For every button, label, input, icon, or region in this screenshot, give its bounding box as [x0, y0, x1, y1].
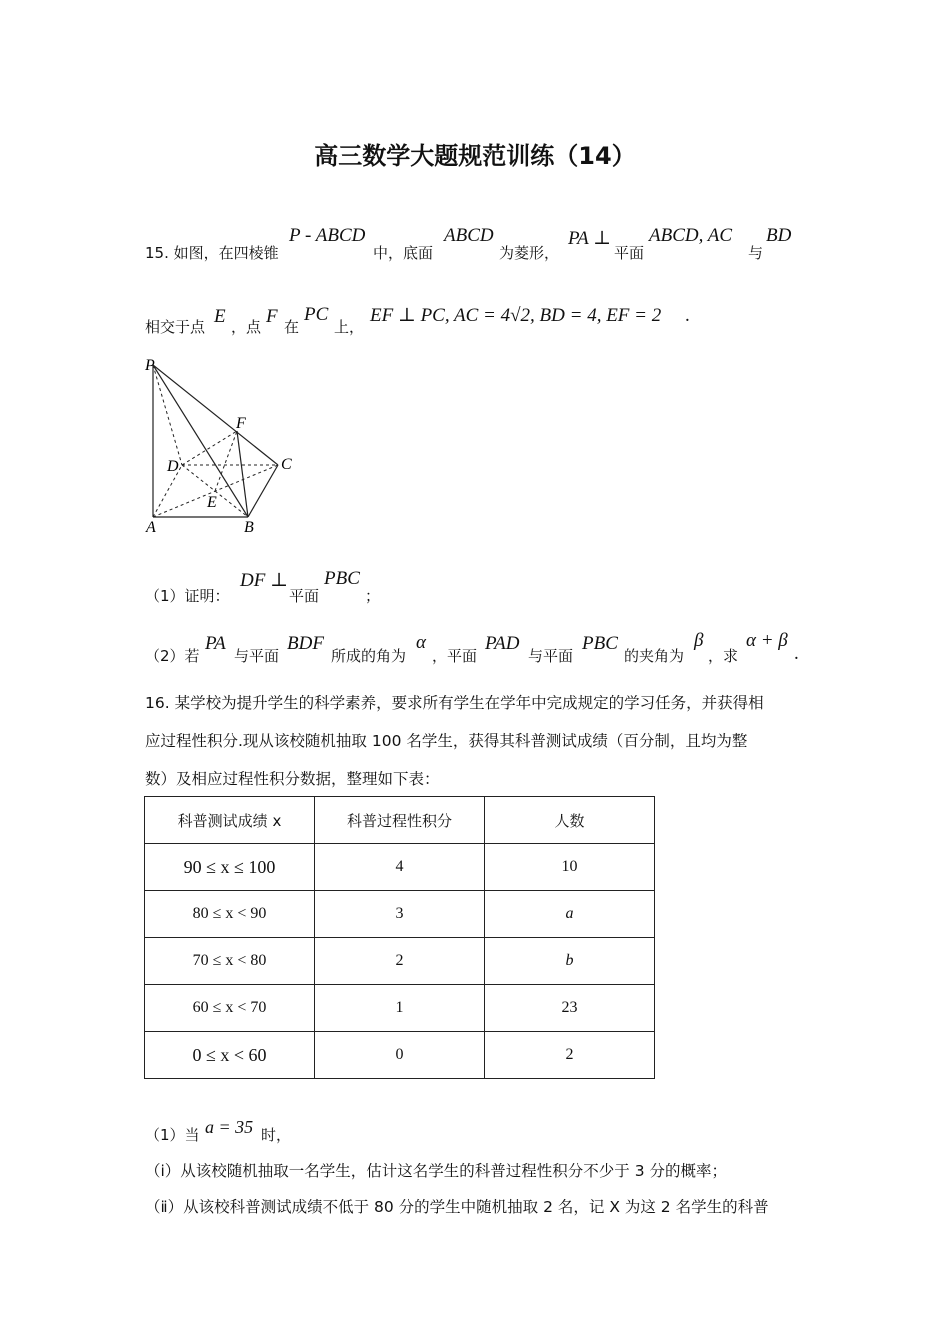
p16-line-3: 数）及相应过程性积分数据，整理如下表：: [145, 770, 440, 788]
edge-bc: [248, 465, 278, 517]
p15-point-e: E: [214, 306, 226, 327]
p15-text: 上，: [334, 318, 365, 336]
p15-point-f: F: [266, 306, 278, 327]
table-cell: 1: [315, 985, 485, 1032]
edge-pd: [153, 365, 182, 465]
table-header-row: [145, 797, 655, 844]
table-row: [145, 1032, 655, 1079]
p16-line-1: 16. 某学校为提升学生的科学素养，要求所有学生在学年中完成规定的学习任务，并获得相: [145, 694, 764, 712]
q1-label: （1）证明：: [145, 587, 230, 605]
q2-text: 的夹角为: [624, 647, 685, 665]
table-cell: b: [485, 938, 655, 985]
table-cell: 10: [485, 844, 655, 891]
p15-bd: BD: [766, 225, 792, 246]
table-cell: 4: [315, 844, 485, 891]
q2-pad: PAD: [485, 633, 520, 654]
p15-pa-perp: PA ⊥: [568, 228, 612, 249]
q2-alpha: α: [416, 632, 426, 653]
table-header: 科普过程性积分: [315, 797, 485, 844]
p15-text: 为菱形，: [499, 244, 560, 262]
q2-bdf: BDF: [287, 633, 324, 654]
label-f: F: [236, 415, 246, 432]
label-e: E: [207, 494, 217, 511]
label-b: B: [244, 519, 254, 536]
table-cell: 3: [315, 891, 485, 938]
label-a: A: [146, 519, 156, 536]
segment-df: [182, 431, 237, 465]
p15-text: 平面: [614, 244, 645, 262]
edge-pb: [153, 365, 248, 517]
table-cell: 0: [315, 1032, 485, 1079]
q1-pbc: PBC: [324, 568, 360, 589]
p15-text: ，点: [231, 318, 262, 336]
table-cell: 70 ≤ x < 80: [145, 938, 315, 985]
q1-text: 平面: [289, 587, 320, 605]
p15-text: 在: [284, 318, 300, 336]
pyramid-figure: [140, 355, 310, 540]
q2-text: 与平面: [234, 647, 280, 665]
p16-q1-label: （1）当: [145, 1126, 200, 1144]
q2-text: 所成的角为: [331, 647, 407, 665]
p16-question-ii: （ⅱ）从该校科普测试成绩不低于 80 分的学生中随机抽取 2 名，记 X 为这 2 名学生的科普: [145, 1198, 769, 1216]
p16-q1-cond: a = 35: [205, 1117, 254, 1137]
q1-df-perp: DF ⊥: [240, 570, 288, 591]
q2-text: ，平面: [432, 647, 478, 665]
score-table: [144, 796, 655, 1079]
q2-beta: β: [694, 630, 704, 651]
table-row: [145, 938, 655, 985]
p15-text: 相交于点: [145, 318, 206, 336]
p16-question-i: （i）从该校随机抽取一名学生，估计这名学生的科普过程性积分不少于 3 分的概率；: [145, 1162, 728, 1180]
table-cell: 0 ≤ x < 60: [145, 1032, 315, 1079]
p15-label: 15. 如图，在四棱锥: [145, 244, 279, 262]
table-cell: 90 ≤ x ≤ 100: [145, 844, 315, 891]
table-header: 人数: [485, 797, 655, 844]
table-cell: 2: [315, 938, 485, 985]
table-cell: 23: [485, 985, 655, 1032]
label-p: P: [145, 357, 155, 374]
p16-line-2: 应过程性积分.现从该校随机抽取 100 名学生，获得其科普测试成绩（百分制，且均为整: [145, 732, 748, 750]
table-row: [145, 844, 655, 891]
label-d: D: [167, 458, 179, 475]
q2-end: .: [794, 643, 799, 664]
q2-label: （2）若: [145, 647, 200, 665]
table-cell: 80 ≤ x < 90: [145, 891, 315, 938]
p15-abcd-ac: ABCD, AC: [649, 225, 733, 246]
q2-pa: PA: [205, 633, 226, 654]
page-title: 高三数学大题规范训练（14）: [314, 142, 636, 170]
q1-end: ；: [365, 587, 381, 605]
segment-bf: [237, 431, 248, 517]
p15-period: .: [685, 305, 690, 326]
p16-q1-end: 时，: [261, 1126, 292, 1144]
p15-abcd: ABCD: [444, 225, 494, 246]
q2-pbc: PBC: [582, 633, 618, 654]
p15-conditions: EF ⊥ PC, AC = 4√2, BD = 4, EF = 2: [370, 305, 662, 326]
p15-text: 中，底面: [373, 244, 434, 262]
p15-text: 与: [748, 244, 764, 262]
table-cell: a: [485, 891, 655, 938]
label-c: C: [281, 456, 292, 473]
table-row: [145, 891, 655, 938]
table-row: [145, 985, 655, 1032]
q2-text: ，求: [708, 647, 739, 665]
q2-sum: α + β: [746, 630, 788, 651]
edge-pc: [153, 365, 278, 465]
table-cell: 60 ≤ x < 70: [145, 985, 315, 1032]
table-header: 科普测试成绩 x: [145, 797, 315, 844]
table-cell: 2: [485, 1032, 655, 1079]
q2-text: 与平面: [528, 647, 574, 665]
p15-pyramid: P - ABCD: [289, 225, 366, 246]
p15-pc: PC: [304, 304, 329, 325]
